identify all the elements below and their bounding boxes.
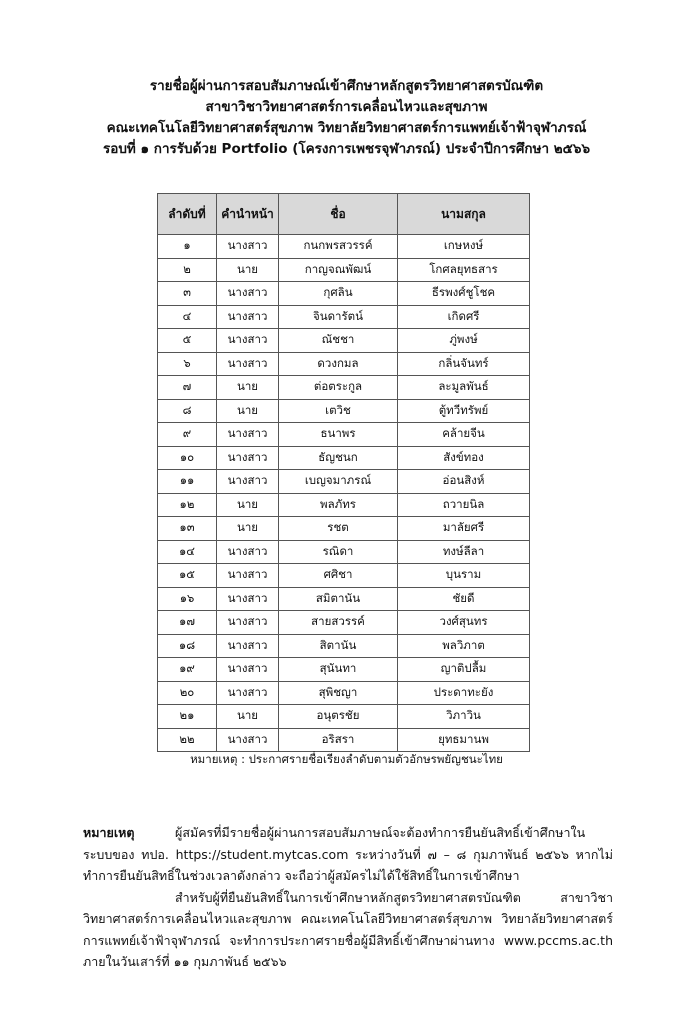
table-row <box>158 587 530 611</box>
cell-last-name: ประดาทะยัง <box>398 681 530 705</box>
cell-order: ๑ <box>158 235 217 259</box>
cell-prefix: นางสาว <box>217 540 279 564</box>
table-row <box>158 305 530 329</box>
cell-first-name: เบญจมาภรณ์ <box>279 470 398 494</box>
cell-first-name: พลภัทร <box>279 493 398 517</box>
cell-order: ๑๗ <box>158 611 217 635</box>
cell-order: ๑๒ <box>158 493 217 517</box>
cell-first-name: กนกพรสวรรค์ <box>279 235 398 259</box>
cell-first-name: ธนาพร <box>279 423 398 447</box>
cell-order: ๒๐ <box>158 681 217 705</box>
table-row <box>158 493 530 517</box>
table-row <box>158 564 530 588</box>
cell-order: ๑๔ <box>158 540 217 564</box>
cell-prefix: นางสาว <box>217 658 279 682</box>
column-header-first-name: ชื่อ <box>279 194 398 235</box>
cell-first-name: สุนันทา <box>279 658 398 682</box>
cell-order: ๗ <box>158 376 217 400</box>
notes-paragraph-2: สำหรับผู้ที่ยืนยันสิทธิ์ในการเข้าศึกษาหลักสูตรวิทยาศาสตรบัณฑิต สาขาวิชาวิทยาศาสตร์การเคลื่อนไหวและสุขภาพ คณะเทคโนโลยีวิทยาศาสตร์สุขภาพ วิทยาลัยวิทยาศาสตร์การแพทย์เจ้าฟ้าจุฬาภรณ์ จะทำการประกาศรายชื่อผู้มีสิทธิ์เข้าศึกษาผ่านทาง www.pccms.ac.th ภายในวันเสาร์ที่ ๑๑ กุมภาพันธ์ ๒๕๖๖ <box>83 889 613 969</box>
table-row <box>158 399 530 423</box>
cell-order: ๑๑ <box>158 470 217 494</box>
cell-last-name: ถวายนิล <box>398 493 530 517</box>
cell-first-name: กุศลิน <box>279 282 398 306</box>
cell-order: ๑๘ <box>158 634 217 658</box>
cell-last-name: พลวิภาต <box>398 634 530 658</box>
cell-order: ๑๕ <box>158 564 217 588</box>
cell-first-name: รณิดา <box>279 540 398 564</box>
cell-last-name: โกศลยุทธสาร <box>398 258 530 282</box>
cell-first-name: อริสรา <box>279 728 398 752</box>
cell-order: ๒ <box>158 258 217 282</box>
column-header-order: ลำดับที่ <box>158 194 217 235</box>
cell-first-name: อนุตรชัย <box>279 705 398 729</box>
cell-prefix: นางสาว <box>217 352 279 376</box>
document-header <box>40 76 653 160</box>
table-row <box>158 423 530 447</box>
cell-first-name: สายสวรรค์ <box>279 611 398 635</box>
cell-first-name: จินดารัตน์ <box>279 305 398 329</box>
table-row <box>158 681 530 705</box>
cell-prefix: นางสาว <box>217 282 279 306</box>
notes-section <box>83 822 613 973</box>
header-department-line: สาขาวิชาวิทยาศาสตร์การเคลื่อนไหวและสุขภาพ <box>205 99 488 115</box>
table-header-row <box>158 194 530 235</box>
cell-prefix: นางสาว <box>217 634 279 658</box>
cell-prefix: นางสาว <box>217 681 279 705</box>
table-row <box>158 658 530 682</box>
cell-last-name: เกษหงษ์ <box>398 235 530 259</box>
cell-last-name: สังข์ทอง <box>398 446 530 470</box>
roster-table <box>157 193 530 752</box>
cell-last-name: กลิ่นจันทร์ <box>398 352 530 376</box>
cell-last-name: บุนราม <box>398 564 530 588</box>
column-header-prefix: คำนำหน้า <box>217 194 279 235</box>
cell-last-name: คล้ายจีน <box>398 423 530 447</box>
cell-order: ๑๙ <box>158 658 217 682</box>
cell-last-name: ธีรพงศ์ชูโชค <box>398 282 530 306</box>
table-row <box>158 728 530 752</box>
cell-order: ๑๖ <box>158 587 217 611</box>
cell-first-name: ธัญชนก <box>279 446 398 470</box>
cell-prefix: นาย <box>217 493 279 517</box>
cell-last-name: อ่อนสิงห์ <box>398 470 530 494</box>
cell-prefix: นาย <box>217 376 279 400</box>
table-row <box>158 352 530 376</box>
cell-prefix: นางสาว <box>217 728 279 752</box>
table-row <box>158 446 530 470</box>
cell-first-name: รชต <box>279 517 398 541</box>
table-row <box>158 329 530 353</box>
cell-prefix: นางสาว <box>217 470 279 494</box>
cell-first-name: สมิตานัน <box>279 587 398 611</box>
table-footnote: หมายเหตุ : ประกาศรายชื่อเรียงลำดับตามตัวอักษรพยัญชนะไทย <box>190 752 503 766</box>
cell-last-name: ญาติปลื้ม <box>398 658 530 682</box>
cell-last-name: มาลัยศรี <box>398 517 530 541</box>
notes-paragraph-1 <box>83 822 613 887</box>
cell-prefix: นางสาว <box>217 423 279 447</box>
header-title-line: รายชื่อผู้ผ่านการสอบสัมภาษณ์เข้าศึกษาหลักสูตรวิทยาศาสตรบัณฑิต <box>149 78 544 94</box>
cell-first-name: ณัชชา <box>279 329 398 353</box>
cell-order: ๓ <box>158 282 217 306</box>
cell-prefix: นาย <box>217 517 279 541</box>
cell-prefix: นางสาว <box>217 305 279 329</box>
cell-last-name: ยุทธมานพ <box>398 728 530 752</box>
cell-prefix: นางสาว <box>217 329 279 353</box>
cell-last-name: ภู่พงษ์ <box>398 329 530 353</box>
cell-order: ๕ <box>158 329 217 353</box>
cell-prefix: นางสาว <box>217 587 279 611</box>
cell-first-name: สิตานัน <box>279 634 398 658</box>
header-faculty-line: คณะเทคโนโลยีวิทยาศาสตร์สุขภาพ วิทยาลัยวิทยาศาสตร์การแพทย์เจ้าฟ้าจุฬาภรณ์ <box>106 120 587 136</box>
cell-prefix: นางสาว <box>217 446 279 470</box>
header-round-line: รอบที่ ๑ การรับด้วย Portfolio (โครงการเพชรจุฬาภรณ์) ประจำปีการศึกษา ๒๕๖๖ <box>102 141 591 157</box>
cell-prefix: นาย <box>217 399 279 423</box>
column-header-last-name: นามสกุล <box>398 194 530 235</box>
cell-prefix: นาย <box>217 705 279 729</box>
table-row <box>158 282 530 306</box>
table-row <box>158 376 530 400</box>
table-row <box>158 611 530 635</box>
cell-last-name: วิภาวิน <box>398 705 530 729</box>
cell-last-name: วงศ์สุนทร <box>398 611 530 635</box>
cell-order: ๑๐ <box>158 446 217 470</box>
cell-order: ๘ <box>158 399 217 423</box>
cell-prefix: นางสาว <box>217 564 279 588</box>
table-row <box>158 470 530 494</box>
cell-order: ๑๓ <box>158 517 217 541</box>
cell-last-name: ชัยดี <box>398 587 530 611</box>
cell-last-name: ตู้ทวีทรัพย์ <box>398 399 530 423</box>
table-body <box>158 235 530 752</box>
table-row <box>158 540 530 564</box>
cell-order: ๖ <box>158 352 217 376</box>
cell-first-name: กาญจณพัฒน์ <box>279 258 398 282</box>
cell-first-name: ดวงกมล <box>279 352 398 376</box>
table-row <box>158 634 530 658</box>
table-row <box>158 258 530 282</box>
cell-order: ๙ <box>158 423 217 447</box>
cell-order: ๒๒ <box>158 728 217 752</box>
cell-prefix: นางสาว <box>217 611 279 635</box>
cell-first-name: เตวิช <box>279 399 398 423</box>
table-row <box>158 235 530 259</box>
cell-first-name: ต่อตระกูล <box>279 376 398 400</box>
cell-first-name: สุพิชญา <box>279 681 398 705</box>
cell-prefix: นางสาว <box>217 235 279 259</box>
cell-last-name: เกิดศรี <box>398 305 530 329</box>
cell-last-name: ละมูลพันธ์ <box>398 376 530 400</box>
cell-order: ๔ <box>158 305 217 329</box>
cell-prefix: นาย <box>217 258 279 282</box>
cell-last-name: ทงษ์ลีลา <box>398 540 530 564</box>
table-row <box>158 705 530 729</box>
notes-label: หมายเหตุ <box>83 825 135 840</box>
cell-first-name: ศศิชา <box>279 564 398 588</box>
notes-paragraph-1-text: ผู้สมัครที่มีรายชื่อผู้ผ่านการสอบสัมภาษณ์จะต้องทำการยืนยันสิทธิ์เข้าศึกษาในระบบของ ทปอ. https://student.mytcas.com ระหว่างวันที่ ๗ – ๘ กุมภาพันธ์ ๒๕๖๖ หากไม่ทำการยืนยันสิทธิ์ในช่วงเวลาดังกล่าว จะถือว่าผู้สมัครไม่ได้ใช้สิทธิ์ในการเข้าศึกษา <box>83 825 613 883</box>
table-row <box>158 517 530 541</box>
cell-order: ๒๑ <box>158 705 217 729</box>
